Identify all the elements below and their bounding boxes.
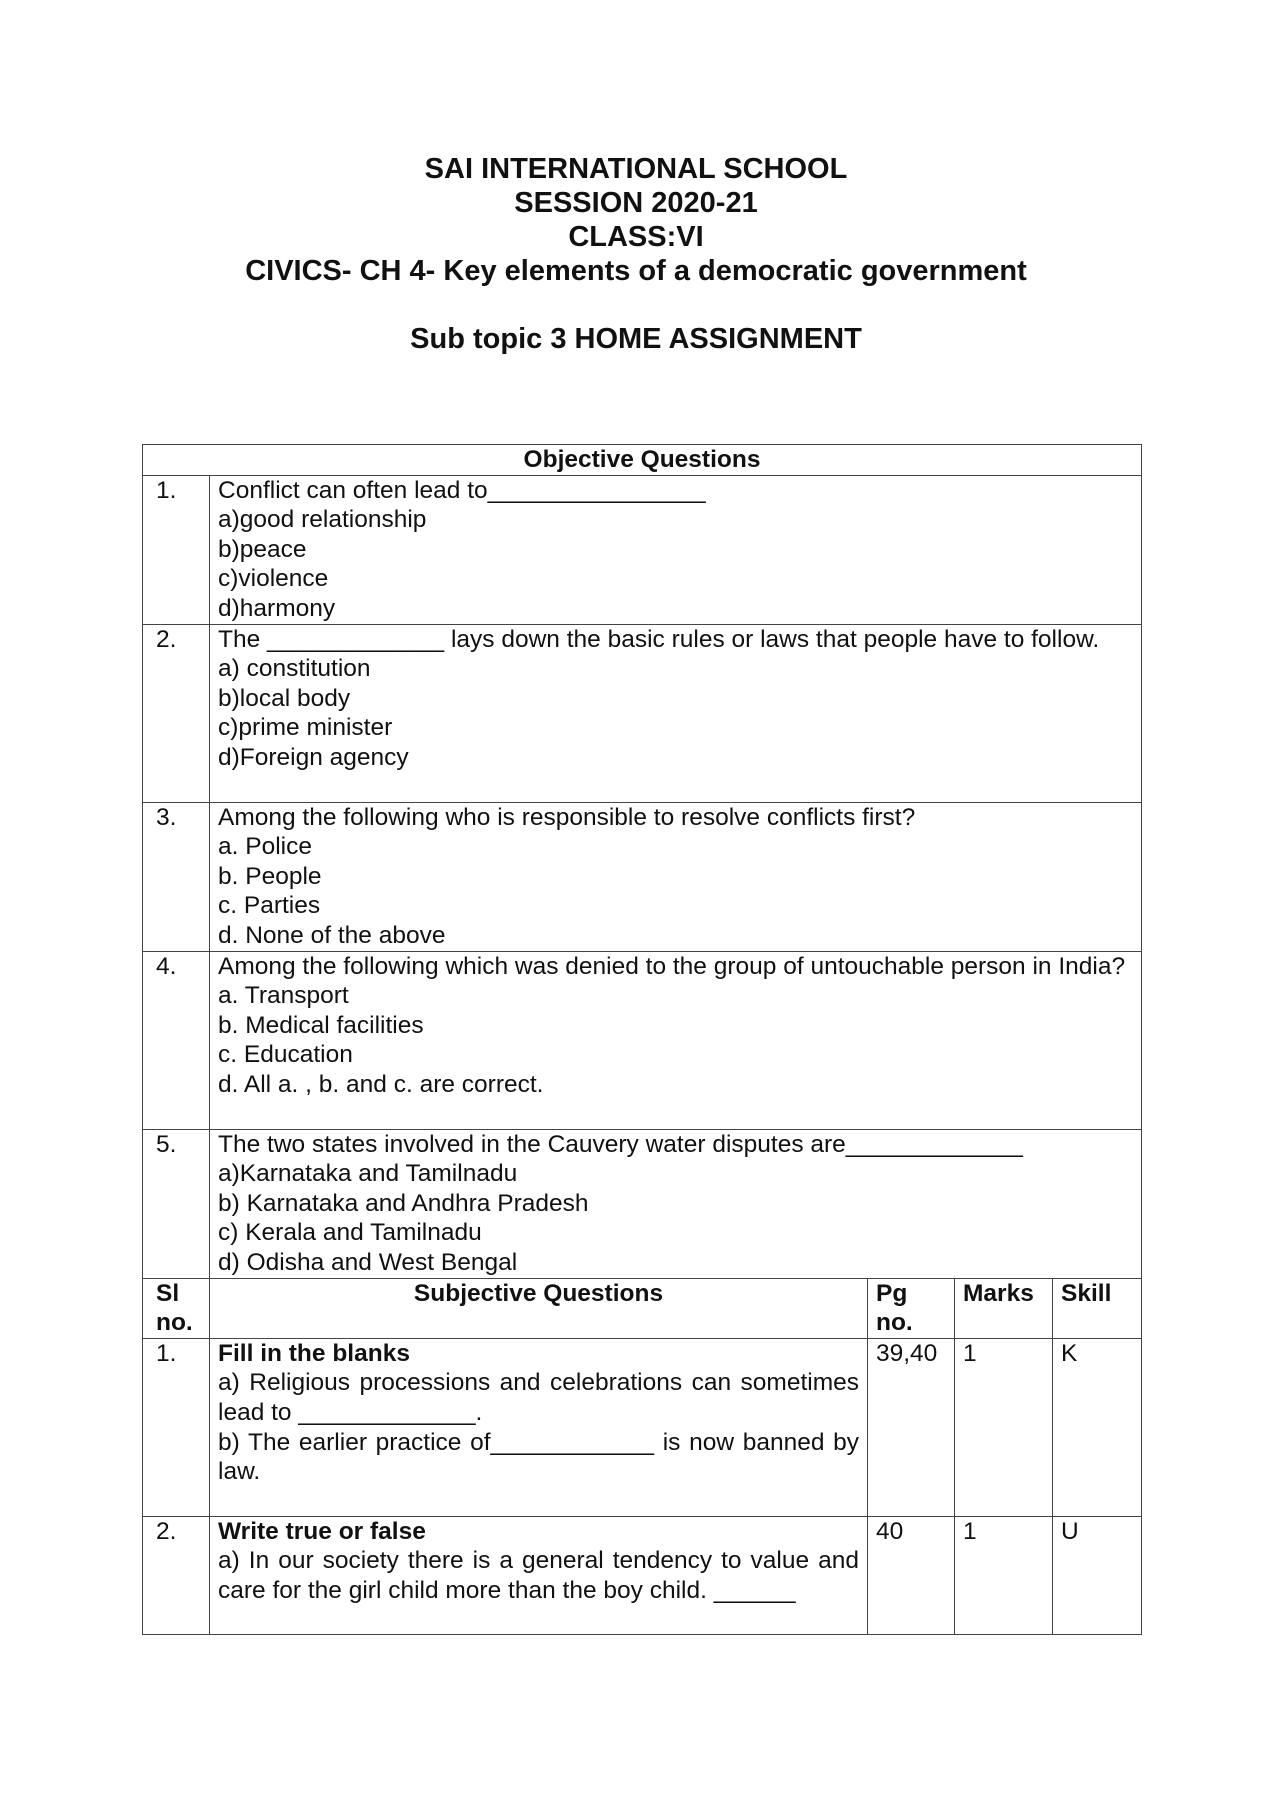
session-label: SESSION 2020-21: [514, 187, 758, 219]
question-number: 5.: [143, 1129, 210, 1278]
question-part-a: a) In our society there is a general tendency to value and care for the girl child more than the boy child. ______: [218, 1547, 859, 1604]
objective-question-row: [143, 802, 1142, 951]
option-c: c) Kerala and Tamilnadu: [218, 1219, 482, 1247]
question-text: Among the following who is responsible to resolve conflicts first?: [218, 803, 916, 831]
option-b: b. Medical facilities: [218, 1011, 424, 1039]
question-cell: [210, 802, 1142, 951]
question-text: Conflict can often lead to________________: [218, 476, 706, 504]
document-header: [0, 152, 1272, 356]
option-c: c. Education: [218, 1041, 353, 1069]
marks-value: 1: [955, 1516, 1053, 1634]
option-d: d) Odisha and West Bengal: [218, 1248, 518, 1276]
skill-value: U: [1053, 1516, 1142, 1634]
question-cell: [210, 1338, 868, 1516]
skill-value: K: [1053, 1338, 1142, 1516]
option-d: d. None of the above: [218, 921, 446, 949]
question-number: 3.: [143, 802, 210, 951]
sl-no-header: Sl no.: [143, 1278, 210, 1338]
question-part-a: a) Religious processions and celebrations can sometimes lead to _____________.: [218, 1369, 859, 1426]
objective-heading: Objective Questions: [143, 445, 1142, 476]
question-number: 1.: [143, 475, 210, 624]
objective-question-row: [143, 1129, 1142, 1278]
subjective-header-row: [143, 1278, 1142, 1338]
question-text: The _____________ lays down the basic rules or laws that people have to follow.: [218, 625, 1100, 653]
option-a: a)Karnataka and Tamilnadu: [218, 1160, 518, 1188]
question-number: 2.: [143, 624, 210, 802]
option-a: a)good relationship: [218, 506, 427, 534]
question-cell: [210, 1516, 868, 1634]
option-c: c)prime minister: [218, 714, 393, 742]
question-text: Among the following which was denied to the group of untouchable person in India?: [218, 952, 1126, 980]
option-b: b. People: [218, 862, 322, 890]
question-number: 2.: [143, 1516, 210, 1634]
question-cell: [210, 1129, 1142, 1278]
question-cell: [210, 951, 1142, 1129]
question-cell: [210, 475, 1142, 624]
option-d: d. All a. , b. and c. are correct.: [218, 1070, 544, 1098]
questions-table: [142, 444, 1142, 1635]
question-title: Write true or false: [218, 1517, 426, 1545]
subjective-question-row: [143, 1516, 1142, 1634]
objective-heading-row: [143, 445, 1142, 476]
page-number: 40: [868, 1516, 955, 1634]
objective-question-row: [143, 475, 1142, 624]
objective-question-row: [143, 624, 1142, 802]
question-number: 4.: [143, 951, 210, 1129]
subjective-questions-header: Subjective Questions: [210, 1278, 868, 1338]
question-title: Fill in the blanks: [218, 1339, 410, 1367]
page-number: 39,40: [868, 1338, 955, 1516]
class-label: CLASS:VI: [568, 221, 704, 253]
option-a: a. Police: [218, 833, 312, 861]
chapter-title: CIVICS- CH 4- Key elements of a democratic government: [245, 255, 1027, 287]
question-part-b: b) The earlier practice of____________ is now banned by law.: [218, 1428, 859, 1486]
objective-question-row: [143, 951, 1142, 1129]
marks-value: 1: [955, 1338, 1053, 1516]
option-b: b)peace: [218, 535, 307, 563]
question-cell: [210, 624, 1142, 802]
option-d: d)harmony: [218, 594, 336, 622]
pg-no-header: Pg no.: [868, 1278, 955, 1338]
option-b: b)local body: [218, 684, 351, 712]
school-name: SAI INTERNATIONAL SCHOOL: [424, 153, 848, 185]
option-a: a) constitution: [218, 655, 371, 683]
skill-header: Skill: [1053, 1278, 1142, 1338]
question-text: The two states involved in the Cauvery water disputes are_____________: [218, 1130, 1023, 1158]
subjective-question-row: [143, 1338, 1142, 1516]
option-a: a. Transport: [218, 982, 349, 1010]
marks-header: Marks: [955, 1278, 1053, 1338]
option-c: c)violence: [218, 565, 329, 593]
option-b: b) Karnataka and Andhra Pradesh: [218, 1189, 589, 1217]
option-c: c. Parties: [218, 892, 321, 920]
subtopic-title: Sub topic 3 HOME ASSIGNMENT: [410, 323, 862, 355]
question-number: 1.: [143, 1338, 210, 1516]
option-d: d)Foreign agency: [218, 743, 409, 771]
